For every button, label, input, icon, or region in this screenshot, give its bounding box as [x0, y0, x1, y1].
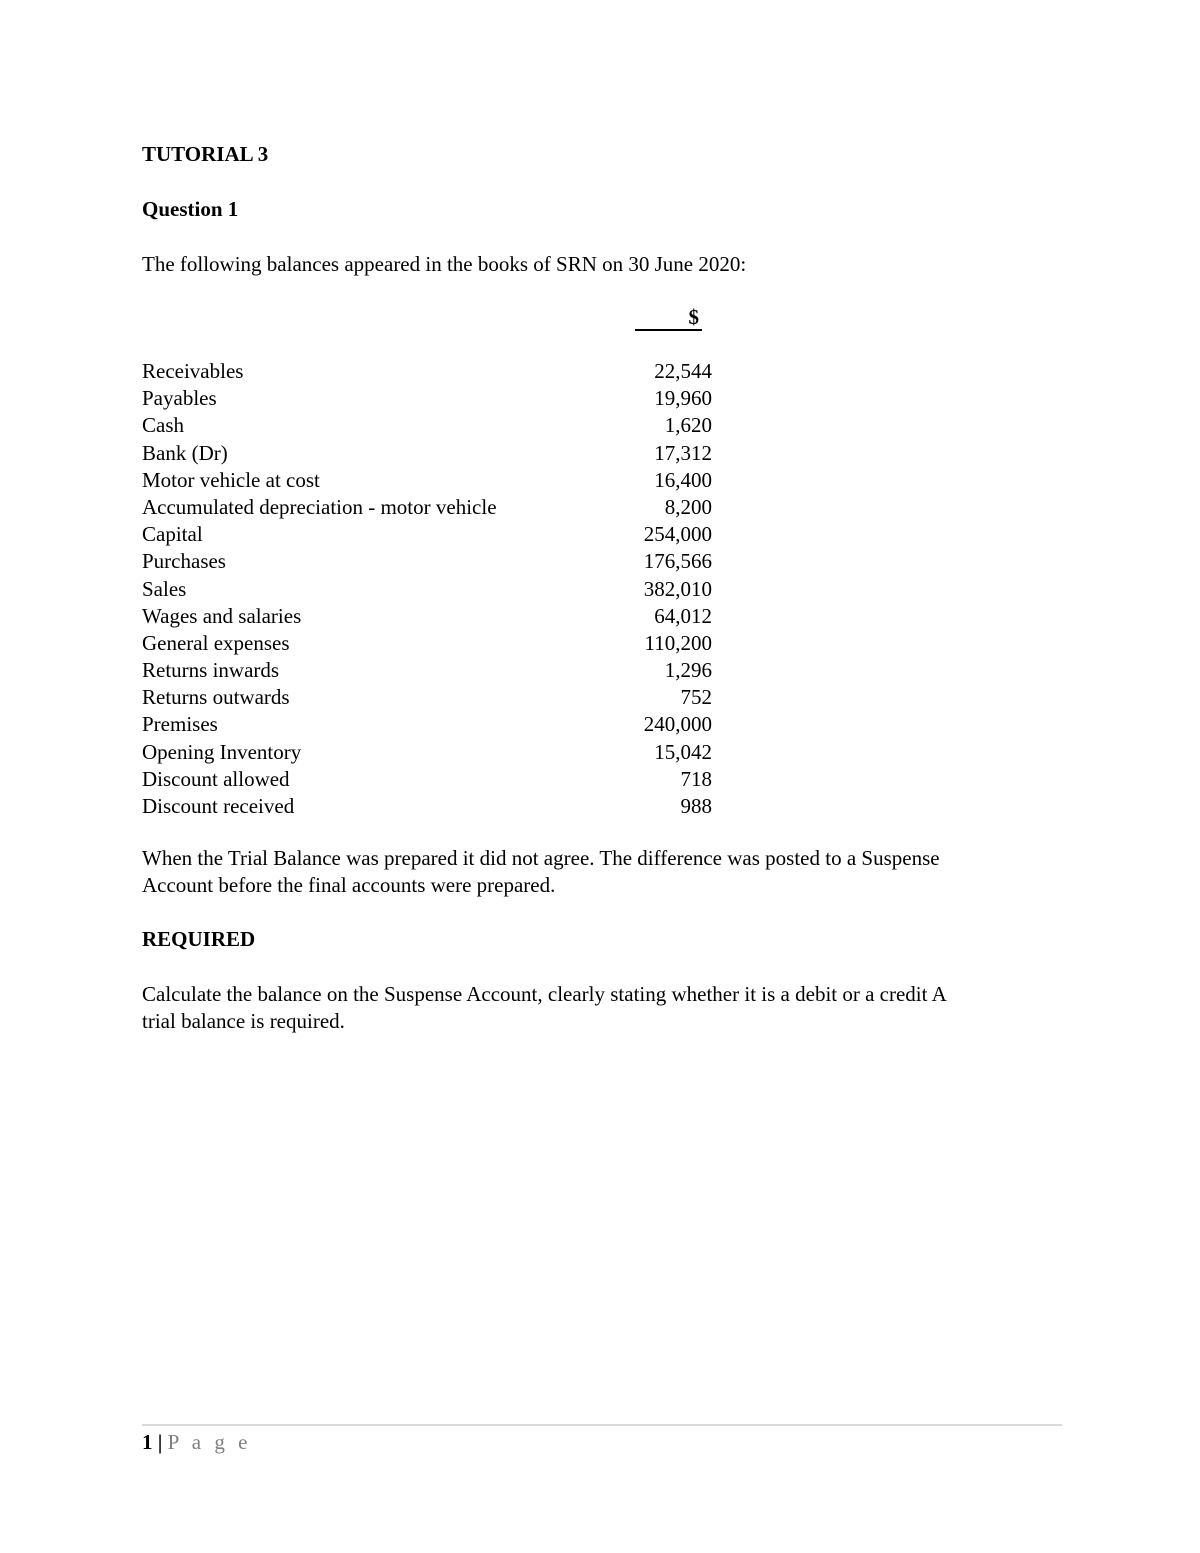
balance-row	[142, 630, 722, 657]
balance-row	[142, 358, 722, 385]
required-heading: REQUIRED	[142, 927, 256, 951]
currency-column-header: $	[635, 305, 702, 331]
balance-label: General expenses	[142, 630, 290, 655]
balance-value: 254,000	[643, 522, 712, 547]
balance-label: Bank (Dr)	[142, 440, 228, 465]
balance-label: Returns outwards	[142, 685, 290, 710]
balance-row	[142, 766, 722, 793]
footer-divider	[142, 1424, 1062, 1426]
balance-value: 17,312	[654, 440, 712, 465]
balance-label: Returns inwards	[142, 658, 280, 683]
footer-separator: |	[152, 1430, 168, 1454]
tutorial-title: TUTORIAL 3	[142, 142, 269, 166]
balance-row	[142, 548, 722, 575]
intro-text: The following balances appeared in the books of SRN on 30 June 2020:	[142, 252, 747, 276]
balance-row	[142, 739, 722, 766]
balance-label: Accumulated depreciation - motor vehicle	[142, 494, 497, 519]
balance-value: 19,960	[654, 386, 712, 411]
task-line-2: trial balance is required.	[142, 1009, 345, 1033]
balance-value: 176,566	[643, 549, 712, 574]
balance-value: 8,200	[664, 494, 712, 519]
balance-value: 110,200	[644, 630, 712, 655]
balance-label: Sales	[142, 576, 187, 601]
balance-value: 240,000	[643, 712, 712, 737]
balance-row	[142, 684, 722, 711]
balance-label: Discount received	[142, 794, 295, 818]
balance-label: Premises	[142, 712, 218, 737]
balance-label: Capital	[142, 522, 203, 547]
balance-value: 718	[680, 766, 712, 791]
balance-value: 15,042	[654, 739, 712, 764]
balance-row	[142, 657, 722, 684]
balance-label: Opening Inventory	[142, 739, 302, 764]
balance-value: 988	[680, 794, 712, 818]
balance-label: Receivables	[142, 359, 244, 383]
balance-label: Payables	[142, 386, 217, 411]
balance-value: 382,010	[643, 576, 712, 601]
balance-row	[142, 603, 722, 630]
balance-row	[142, 412, 722, 439]
balance-value: 16,400	[654, 467, 712, 492]
balance-value: 22,544	[654, 359, 712, 383]
balance-label: Purchases	[142, 549, 226, 574]
balance-label: Motor vehicle at cost	[142, 467, 320, 492]
balance-row	[142, 711, 722, 738]
page-word: P a g e	[167, 1430, 252, 1454]
balance-label: Discount allowed	[142, 766, 290, 791]
balance-value: 752	[680, 685, 712, 710]
balance-row	[142, 467, 722, 494]
note-line-2: Account before the final accounts were prepared.	[142, 873, 556, 897]
balance-row	[142, 440, 722, 467]
page-footer	[142, 1430, 251, 1455]
balance-row	[142, 385, 722, 412]
note-line-1: When the Trial Balance was prepared it did not agree. The difference was posted to a Suspense	[142, 846, 940, 870]
balance-row	[142, 793, 722, 820]
balance-label: Cash	[142, 413, 184, 438]
balance-row	[142, 576, 722, 603]
question-heading: Question 1	[142, 197, 239, 221]
page-number: 1	[142, 1430, 153, 1454]
task-line-1: Calculate the balance on the Suspense Account, clearly stating whether it is a debit or a credit A	[142, 982, 947, 1006]
balances-list	[142, 358, 722, 820]
balance-value: 1,296	[664, 658, 712, 683]
balance-row	[142, 521, 722, 548]
balance-label: Wages and salaries	[142, 603, 302, 628]
balance-value: 1,620	[664, 413, 712, 438]
balance-row	[142, 494, 722, 521]
balance-value: 64,012	[654, 603, 712, 628]
